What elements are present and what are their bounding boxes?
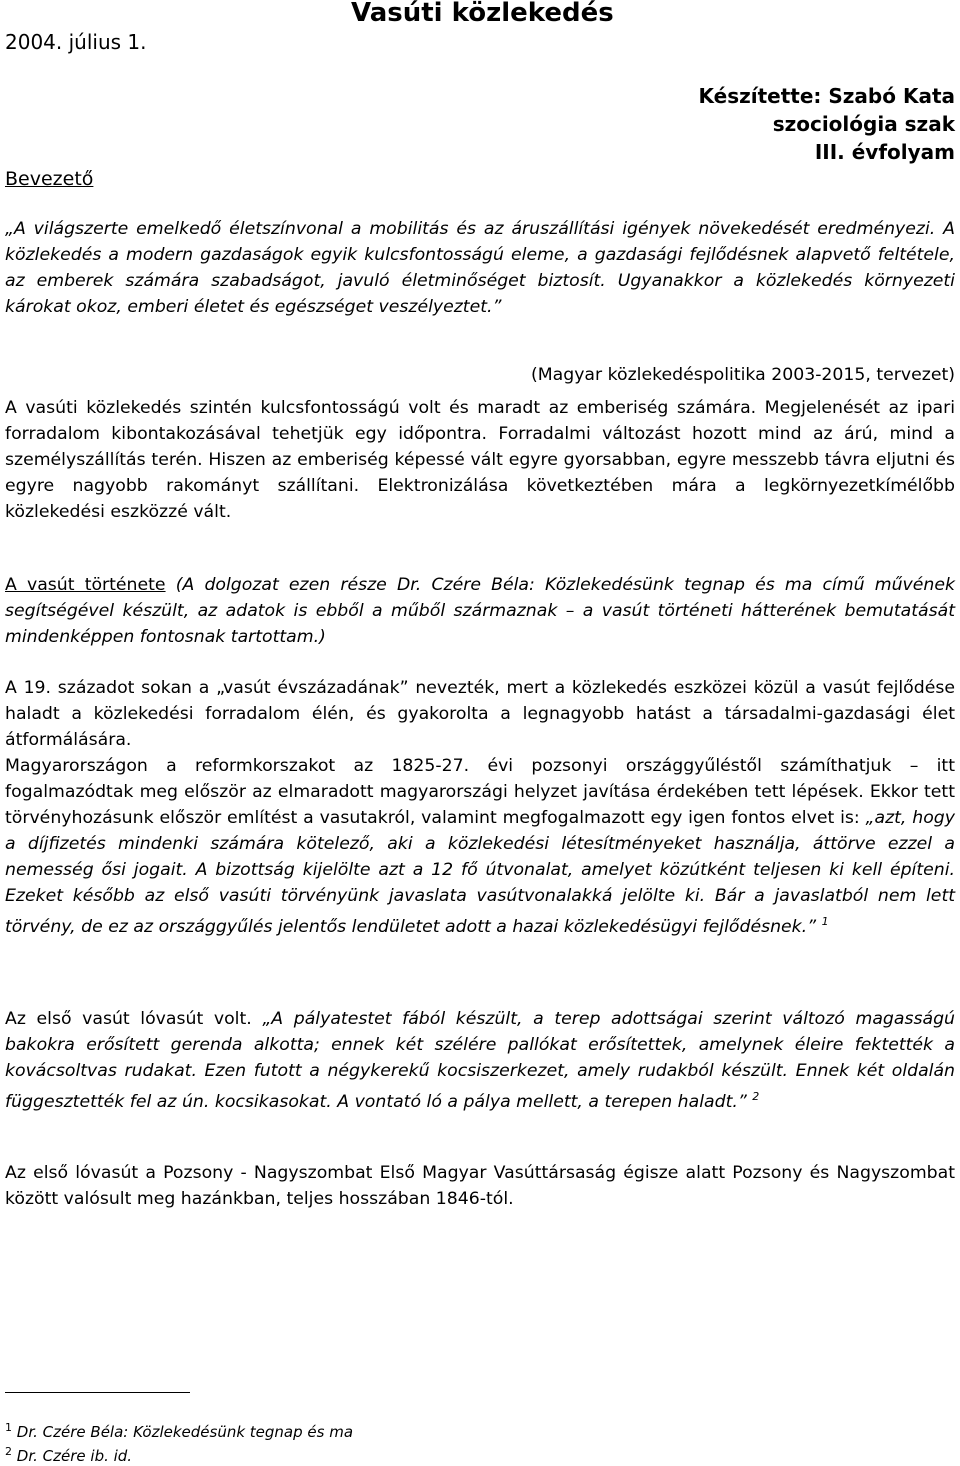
quote-source: (Magyar közlekedéspolitika 2003-2015, tervezet)	[530, 365, 955, 385]
history-paragraph: Az első lóvasút a Pozsony - Nagyszombat Első Magyar Vasúttársaság égisze alatt Pozsony és Nagyszombat között valósult meg hazánkban, teljes hosszában 1846-tól.	[5, 1163, 955, 1209]
footnote-text: Dr. Czére Béla: Közlekedésünk tegnap és ma	[16, 1423, 354, 1441]
history-paragraph	[5, 1006, 955, 1115]
paragraph-text: Magyarországon a reformkorszakot az 1825-27. évi pozsonyi országgyűléstől számíthatjuk – itt fogalmazódtak meg először az elmaradott magyarországi helyzet javítása érdekében tett lépések. Ekkor tett törvényhozásunk először említést a vasutakról, valamint megfogalmazott egy igen fontos elvet is:	[5, 756, 955, 828]
history-intro	[5, 572, 955, 650]
history-paragraph: A 19. századot sokan a „vasút évszázadának” nevezték, mert a közlekedés eszközei közül a vasút fejlődése haladt a közlekedési forradalom élén, és gyakorolta a legnagyobb hatást a társadalmi-gazdasági élet átformálására.	[5, 678, 955, 750]
author-line: III. évfolyam	[814, 140, 955, 164]
footnote-mark: 2	[5, 1445, 12, 1458]
history-body	[5, 675, 955, 940]
document-date: 2004. július 1.	[5, 30, 147, 54]
paragraph-quote: „azt, hogy a díjfizetés mindenki számára kötelező, aki a közlekedési létesítményeket használja, áttörve ezzel a nemesség ősi jogait. A bizottság kijelölte azt a 12 fő útvonalat, amelyet közútként teljesen ki kell építeni. Ezeket később az első vasúti törvényünk javaslata vasútvonalakká jelölte ki. Bár a javaslatból nem lett törvény, de ez az országgyűlés jelentős lendületet adott a hazai közlekedésügyi fejlődésnek.”	[5, 808, 955, 937]
footnote-mark: 1	[5, 1421, 12, 1434]
intro-heading: Bevezető	[5, 168, 94, 190]
footnote	[5, 1418, 353, 1442]
footnote	[5, 1442, 132, 1466]
history-heading: A vasút története	[5, 575, 166, 595]
document-title: Vasúti közlekedés	[351, 0, 614, 28]
author-block	[595, 82, 955, 166]
author-line: Készítette: Szabó Kata	[698, 84, 955, 108]
intro-quote: „A világszerte emelkedő életszínvonal a mobilitás és az áruszállítási igények növekedését eredményezi. A közlekedés a modern gazdaságok egyik kulcsfontosságú eleme, a gazdasági fejlődésnek alapvető feltétele, az emberek számára szabadságot, javuló életminőséget biztosít. Ugyanakkor a közlekedés környezeti károkat okoz, emberi életet és egészséget veszélyeztet.”	[5, 219, 955, 317]
paragraph-quote: „A pályatestet fából készült, a terep adottságai szerint változó magasságú bakokra erősített gerenda alkotta; ennek két szélére pallókat erősítettek, amelynek éleire fektették a kovácsoltvas rudakat. Ezen futott a négykerekű kocsiszerkezet, amely rudakból készült. Ennek két oldalán függesztették fel az ún. kocsikasokat. A vontató ló a pálya mellett, a terepen haladt.”	[5, 1009, 955, 1112]
author-line: szociológia szak	[772, 112, 955, 136]
footnote-ref[interactable]: 2	[752, 1090, 760, 1103]
footnote-ref[interactable]: 1	[821, 915, 829, 928]
paragraph-text: Az első vasút lóvasút volt.	[5, 1009, 263, 1029]
footnote-divider	[5, 1392, 190, 1393]
footnote-text: Dr. Czére ib. id.	[16, 1447, 133, 1465]
intro-paragraph: A vasúti közlekedés szintén kulcsfontosságú volt és maradt az emberiség számára. Megjelenését az ipari forradalom kibontakozásával tehetjük egy időpontra. Forradalmi változást hozott mind az árú, mind a személyszállítás terén. Hiszen az emberiség képessé vált egyre gyorsabban, egyre messzebb távra eljutni és egyre nagyobb rakományt szállítani. Elektronizálása következtében mára a legkörnyezetkímélőbb közlekedési eszközzé vált.	[5, 398, 955, 522]
history-paragraph	[5, 753, 955, 940]
history-note: (A dolgozat ezen része Dr. Czére Béla: Közlekedésünk tegnap és ma című művének segítségével készült, az adatok is ebből a műből származnak – a vasút történeti hátterének bemutatását mindenképpen fontosnak tartottam.)	[5, 575, 955, 647]
